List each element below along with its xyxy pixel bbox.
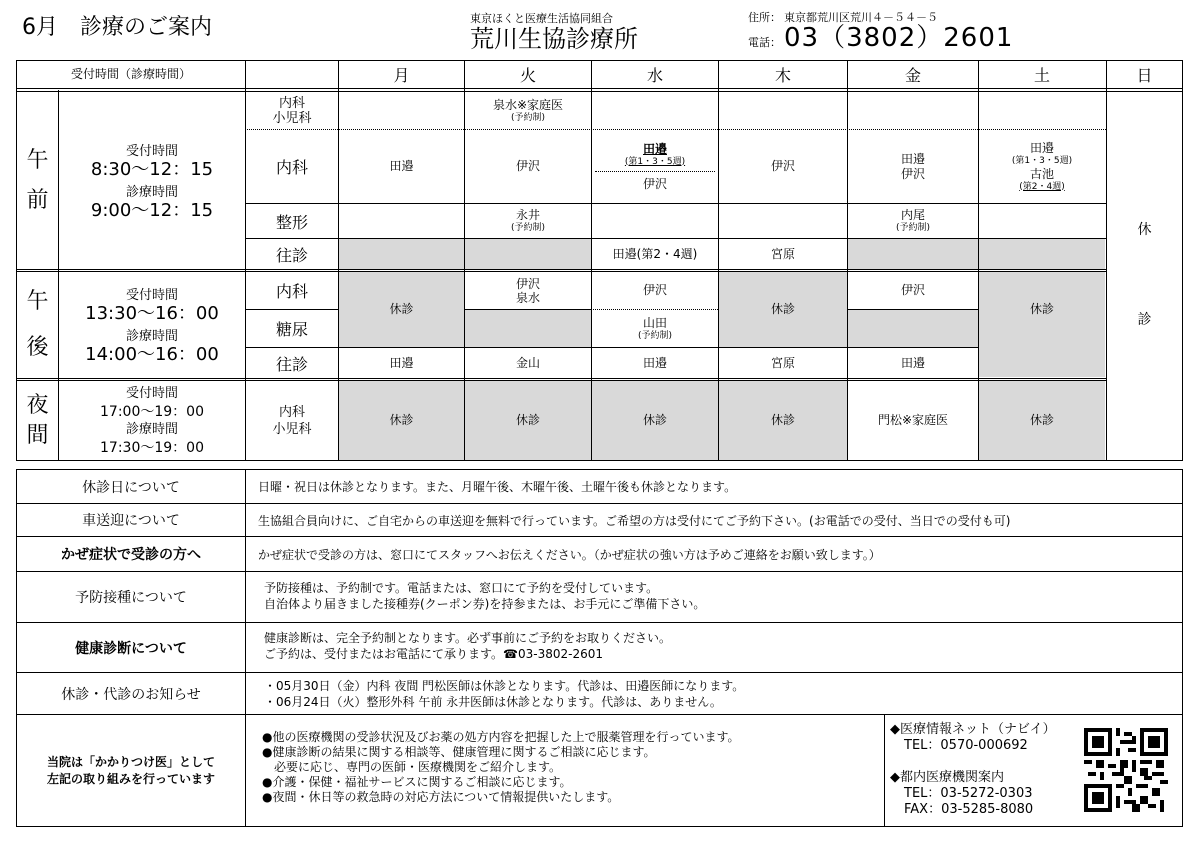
am-r2-thu: 伊沢 <box>770 159 795 173</box>
am-reception-time: 8:30〜12：15 <box>90 158 214 180</box>
doctor-name: 山田 <box>642 315 667 330</box>
doctor-name: 古池 <box>1029 166 1054 181</box>
gray-cell <box>848 310 978 347</box>
doctor-name: 田邉 <box>642 141 667 156</box>
day-wed: 水 <box>646 66 663 85</box>
page-title: 6月 診療のご案内 <box>22 15 212 40</box>
am-r4-thu: 宮原 <box>770 246 795 261</box>
vaccination-line-2: 自治体より届きました接種券(クーポン券)を持参または、お手元にご準備下さい。 <box>264 597 706 611</box>
am-dept-ortho: 整形 <box>275 212 308 232</box>
am-r2-tue: 伊沢 <box>515 159 540 173</box>
am-r4-wed: 田邉(第2・4週) <box>612 246 698 261</box>
pm-label-2: 後 <box>26 335 49 360</box>
day-fri: 金 <box>904 66 921 85</box>
sun-closed-2: 診 <box>1137 311 1152 328</box>
day-mon: 月 <box>393 66 410 85</box>
pm-r3-thu: 宮原 <box>770 355 795 370</box>
pm-dept-visit: 往診 <box>275 354 308 374</box>
night-consult-time: 17:30〜19：00 <box>100 439 204 456</box>
week-note: (第1・3・5週) <box>1011 155 1073 166</box>
pm-thu: 休診 <box>770 302 795 316</box>
info-title-cold: かぜ症状で受診の方へ <box>61 547 201 563</box>
am-label-2: 前 <box>26 187 49 213</box>
navii-phone: TEL：0570-000692 <box>904 738 1028 753</box>
pm-r3-tue: 金山 <box>515 355 540 370</box>
am-r2-fri: 田邉 伊沢 <box>900 151 925 181</box>
pm-wed-r2 <box>592 310 718 347</box>
family-doctor-line-1: 当院は「かかりつけ医」として <box>46 754 215 769</box>
am-hours <box>59 92 245 269</box>
gray-cell <box>848 239 978 269</box>
night-hours <box>59 381 245 460</box>
checkup-line-2: ご予約は、受付またはお電話にて承ります。☎03-3802-2601 <box>264 647 603 661</box>
am-r1-tue <box>465 92 591 129</box>
doctor-name: 泉水※家庭医 <box>492 97 564 112</box>
checkup-line-1: 健康診断は、完全予約制となります。必ず事前にご予約をお取りください。 <box>264 631 672 645</box>
week-note: (第1・3・5週) <box>624 156 686 167</box>
tokyo-guide-title: ◆都内医療機関案内 <box>890 770 1004 785</box>
address: 東京都荒川区荒川４－５４－５ <box>784 11 938 24</box>
night-reception-time: 17:00〜19：00 <box>100 403 204 420</box>
night-mon: 休診 <box>389 413 414 427</box>
list-item: ●介護・保健・福祉サービスに関するご相談に応じます。 <box>262 775 572 789</box>
pm-mon: 休診 <box>389 302 414 316</box>
info-text-cold: かぜ症状で受診の方は、窓口にてスタッフへお伝えください。（かぜ症状の強い方は予めご連絡をお願い致します。） <box>258 547 881 562</box>
contact-info <box>890 722 1080 818</box>
navii-title: ◆医療情報ネット（ナビイ） <box>890 722 1056 737</box>
org-name: 東京ほくと医療生活協同組合 <box>470 12 613 25</box>
night-thu: 休診 <box>770 413 795 427</box>
reservation-note: (予約制) <box>510 112 546 123</box>
list-item: ●夜間・休日等の救急時の対応方法について情報提供いたします。 <box>262 790 620 804</box>
pm-consult-label: 診療時間 <box>125 329 178 344</box>
gray-cell <box>465 310 591 347</box>
phone-number: 03（3802）2601 <box>784 23 1014 53</box>
phone-label: 電話： <box>748 36 781 49</box>
pm-tue-r1: 伊沢 泉水 <box>515 276 540 305</box>
vaccination-line-1: 予防接種は、予約制です。電話または、窓口にて予約を受付しています。 <box>264 581 659 595</box>
list-item: 必要に応じ、専門の医師・医療機関をご紹介します。 <box>262 760 562 774</box>
list-item: ●健康診断の結果に関する相談等、健康管理に関するご相談に応じます。 <box>262 745 656 759</box>
info-text-shuttle: 生協組合員向けに、ご自宅からの車送迎を無料で行っています。ご希望の方は受付にてご予約下さい。(お電話での受付、当日での受付も可) <box>258 513 1011 528</box>
night-label-1: 夜 <box>26 392 49 418</box>
night-wed: 休診 <box>642 413 667 427</box>
day-sun: 日 <box>1136 66 1153 85</box>
am-consult-time: 9:00〜12：15 <box>90 199 214 221</box>
pm-r3-mon: 田邉 <box>389 355 414 370</box>
reservation-note: (予約制) <box>510 223 546 233</box>
am-label <box>17 92 58 269</box>
gray-cell <box>465 239 591 269</box>
am-dept-pediatrics: 内科 小児科 <box>272 95 312 126</box>
am-r2-wed <box>592 130 718 203</box>
pm-fri-r1: 伊沢 <box>900 283 925 297</box>
night-consult-label: 診療時間 <box>125 421 178 437</box>
info-title-vaccination: 予防接種について <box>75 590 187 606</box>
pm-r3-wed: 田邉 <box>642 355 667 370</box>
qr-code-icon[interactable] <box>1084 728 1168 812</box>
am-r2-sat <box>979 130 1105 203</box>
day-tue: 火 <box>519 66 536 85</box>
info-title-holidays: 休診日について <box>82 479 180 496</box>
info-title-shuttle: 車送迎について <box>82 513 180 529</box>
list-item: ●他の医療機関の受診状況及びお薬の処方内容を把握した上で服薬管理を行っています。 <box>262 730 740 744</box>
family-doctor-statement <box>17 715 245 826</box>
am-r3-fri <box>848 204 978 238</box>
gray-cell <box>979 239 1105 269</box>
am-label-1: 午 <box>26 147 49 173</box>
am-r3-tue <box>465 204 591 238</box>
night-sat: 休診 <box>1029 413 1054 427</box>
tokyo-guide-phone: TEL：03-5272-0303 <box>904 786 1033 801</box>
am-dept-internal: 内科 <box>275 158 308 177</box>
pm-consult-time: 14:00〜16：00 <box>85 344 219 365</box>
notice-line-2: ・06月24日（火）整形外科 午前 永井医師は休診となります。代診は、ありません。 <box>264 695 722 709</box>
doctor-name: 永井 <box>515 208 540 222</box>
reservation-note: (予約制) <box>637 330 673 341</box>
night-reception-label: 受付時間 <box>125 385 178 401</box>
pm-wed-r1: 伊沢 <box>642 283 667 297</box>
night-tue: 休診 <box>515 413 540 427</box>
am-consult-label: 診療時間 <box>125 184 178 200</box>
family-doctor-line-2: 左記の取り組みを行っています <box>46 771 215 786</box>
tokyo-guide-fax: FAX：03-5285-8080 <box>904 802 1034 817</box>
pm-dept-internal: 内科 <box>275 282 308 301</box>
info-text-checkup <box>264 630 1164 662</box>
night-label-2: 間 <box>26 422 49 448</box>
info-text-holidays: 日曜・祝日は休診となります。また、月曜午後、木曜午後、土曜午後も休診となります。 <box>258 480 737 494</box>
clinic-name: 荒川生協診療所 <box>470 25 638 53</box>
pm-reception-label: 受付時間 <box>125 288 178 303</box>
day-sat: 土 <box>1033 66 1050 85</box>
am-dept-visit: 往診 <box>275 245 308 265</box>
pm-hours <box>59 272 245 378</box>
info-text-vaccination <box>264 580 1164 612</box>
pm-reception-time: 13:30〜16：00 <box>85 303 219 324</box>
reservation-note: (予約制) <box>895 223 931 233</box>
pm-label <box>17 272 58 378</box>
sun-closed-1: 休 <box>1137 221 1152 238</box>
pm-sat: 休診 <box>1029 302 1054 316</box>
info-title-notice: 休診・代診のお知らせ <box>61 686 201 703</box>
pm-r3-fri: 田邉 <box>900 355 925 370</box>
info-text-notice <box>264 678 1164 710</box>
pm-dept-diabetes: 糖尿 <box>275 320 308 339</box>
am-r2-mon: 田邉 <box>389 159 414 173</box>
notice-line-1: ・05月30日（金）内科 夜間 門松医師は休診となります。代診は、田邉医師になります。 <box>264 679 745 693</box>
doctor-name: 伊沢 <box>642 176 667 191</box>
night-label <box>17 381 58 460</box>
night-dept: 内科 小児科 <box>272 404 312 437</box>
am-reception-label: 受付時間 <box>125 143 178 159</box>
pm-label-1: 午 <box>26 289 49 314</box>
header-time: 受付時間（診療時間） <box>70 67 191 81</box>
address-label: 住所： <box>748 11 781 24</box>
family-doctor-list <box>262 730 877 805</box>
gray-cell <box>339 239 464 269</box>
doctor-name: 田邉 <box>1029 140 1054 155</box>
doctor-name: 内尾 <box>900 208 925 222</box>
night-fri: 門松※家庭医 <box>877 413 949 427</box>
info-title-checkup: 健康診断について <box>75 640 187 657</box>
week-note: (第2・4週) <box>1019 181 1065 192</box>
day-thu: 木 <box>774 66 791 85</box>
